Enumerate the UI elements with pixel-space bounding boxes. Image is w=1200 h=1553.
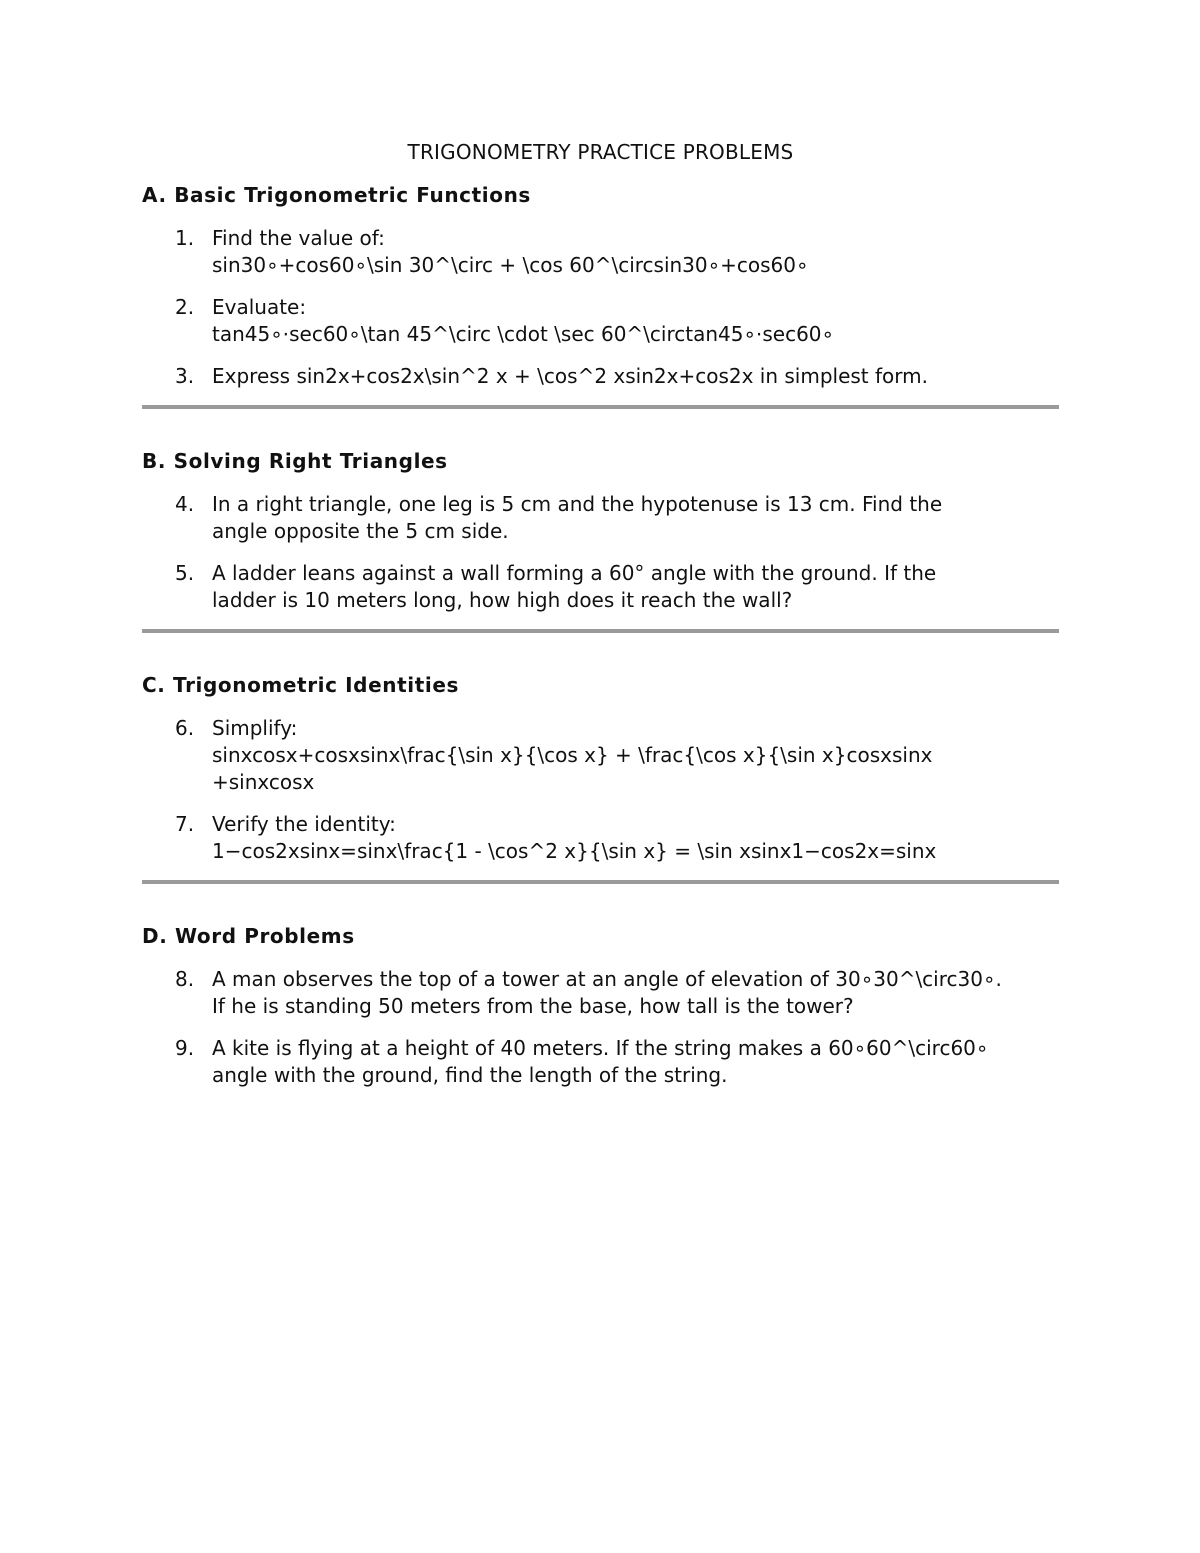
problem-number: 5. bbox=[175, 561, 195, 585]
problem-text-line: sinxcosx+cosxsinx\frac{\sin x}{\cos x} + \frac{\cos x}{\sin x}cosxsinx bbox=[212, 743, 933, 767]
problem-text-line: In a right triangle, one leg is 5 cm and the hypotenuse is 13 cm. Find the bbox=[212, 492, 943, 516]
problem-text-line: ladder is 10 meters long, how high does it reach the wall? bbox=[212, 588, 793, 612]
problem-item bbox=[142, 225, 1059, 279]
section-divider bbox=[142, 629, 1059, 633]
problem-number: 3. bbox=[175, 364, 195, 388]
section-word-problems bbox=[142, 924, 1059, 1089]
problem-text-line: Simplify: bbox=[212, 716, 298, 740]
problem-item bbox=[142, 1035, 1059, 1089]
problem-list bbox=[142, 491, 1059, 614]
problem-text-line: Express sin2x+cos2x\sin^2 x + \cos^2 xsin2x+cos2x in simplest form. bbox=[212, 364, 928, 388]
section-divider bbox=[142, 880, 1059, 884]
problem-item bbox=[142, 811, 1059, 865]
problem-text-line: Verify the identity: bbox=[212, 812, 396, 836]
problem-text-line: sin30∘+cos60∘\sin 30^\circ + \cos 60^\circsin30∘+cos60∘ bbox=[212, 253, 809, 277]
document-page bbox=[142, 140, 1059, 1104]
problem-text-line: A kite is flying at a height of 40 meters. If the string makes a 60∘60^\circ60∘ bbox=[212, 1036, 989, 1060]
problem-text-line: +sinxcosx bbox=[212, 770, 315, 794]
problem-item bbox=[142, 560, 1059, 614]
problem-text-line: Find the value of: bbox=[212, 226, 385, 250]
problem-item bbox=[142, 966, 1059, 1020]
problem-item bbox=[142, 715, 1059, 796]
section-heading: D. Word Problems bbox=[142, 924, 355, 948]
problem-number: 8. bbox=[175, 967, 195, 991]
problem-text-line: A man observes the top of a tower at an angle of elevation of 30∘30^\circ30∘. bbox=[212, 967, 1002, 991]
problem-number: 2. bbox=[175, 295, 195, 319]
section-basic-trig-functions bbox=[142, 183, 1059, 409]
section-heading: C. Trigonometric Identities bbox=[142, 673, 460, 697]
section-solving-right-triangles bbox=[142, 449, 1059, 633]
problem-list bbox=[142, 966, 1059, 1089]
problem-item bbox=[142, 491, 1059, 545]
problem-text-line: If he is standing 50 meters from the base, how tall is the tower? bbox=[212, 994, 854, 1018]
problem-number: 7. bbox=[175, 812, 195, 836]
problem-list bbox=[142, 225, 1059, 390]
problem-text-line: tan45∘⋅sec60∘\tan 45^\circ \cdot \sec 60^\circtan45∘⋅sec60∘ bbox=[212, 322, 835, 346]
problem-number: 9. bbox=[175, 1036, 195, 1060]
problem-text-line: A ladder leans against a wall forming a 60° angle with the ground. If the bbox=[212, 561, 937, 585]
section-heading: A. Basic Trigonometric Functions bbox=[142, 183, 531, 207]
problem-item bbox=[142, 363, 1059, 390]
section-trig-identities bbox=[142, 673, 1059, 884]
problem-list bbox=[142, 715, 1059, 865]
page-title: TRIGONOMETRY PRACTICE PROBLEMS bbox=[407, 140, 794, 164]
problem-item bbox=[142, 294, 1059, 348]
problem-text-line: Evaluate: bbox=[212, 295, 307, 319]
problem-text-line: angle opposite the 5 cm side. bbox=[212, 519, 509, 543]
problem-number: 4. bbox=[175, 492, 195, 516]
problem-number: 1. bbox=[175, 226, 195, 250]
problem-text-line: angle with the ground, find the length of the string. bbox=[212, 1063, 728, 1087]
problem-number: 6. bbox=[175, 716, 195, 740]
problem-text-line: 1−cos2xsinx=sinx\frac{1 - \cos^2 x}{\sin x} = \sin xsinx1−cos2x=sinx bbox=[212, 839, 937, 863]
section-heading: B. Solving Right Triangles bbox=[142, 449, 448, 473]
section-divider bbox=[142, 405, 1059, 409]
